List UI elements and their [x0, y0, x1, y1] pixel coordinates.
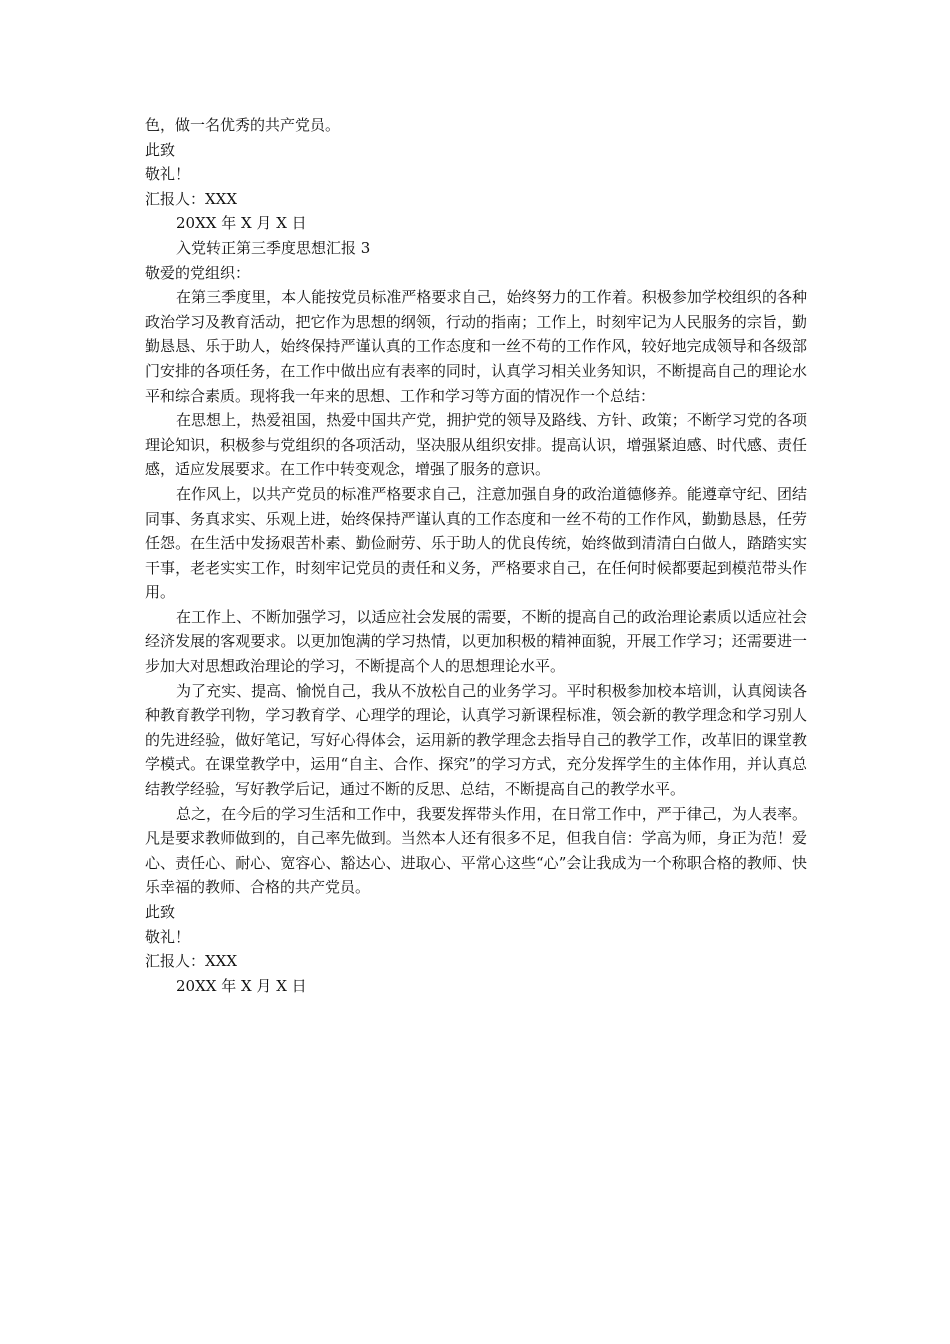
report-salute-1: 此致: [145, 903, 176, 921]
report-date: 20XX 年 X 月 X 日: [176, 976, 307, 995]
report-salute-2: 敬礼！: [145, 927, 191, 946]
report-paragraph-3: 在作风上，以共产党员的标准严格要求自己，注意加强自身的政治道德修养。能遵章守纪、团结同事、务真求实、乐观上进，始终保持严谨认真的工作态度和一丝不苟的工作作风，勤勤恳恳，任劳任怨。在生活中发扬艰苦朴素、勤俭耐劳、乐于助人的优良传统，始终做到清清白白做人，踏踏实实干事，老老实实工作，时刻牢记党员的责任和义务，严格要求自己，在任何时候都要起到模范带头作用。: [145, 484, 807, 602]
previous-salute-2: 敬礼！: [145, 165, 191, 184]
document-page: [145, 113, 807, 998]
report-paragraph-5: 为了充实、提高、愉悦自己，我从不放松自己的业务学习。平时积极参加校本培训，认真阅读各种教育教学刊物，学习教育学、心理学的理论，认真学习新课程标准，领会新的教学理念和学习别人的先进经验，做好笔记，写好心得体会，运用新的教学理念去指导自己的教学工作，改革旧的课堂教学模式。在课堂教学中，运用“自主、合作、探究”的学习方式，充分发挥学生的主体作用，并认真总结教学经验，写好教学后记，通过不断的反思、总结，不断提高自己的教学水平。: [145, 681, 807, 799]
previous-salute-1: 此致: [145, 140, 176, 159]
report-greeting: 敬爱的党组织：: [145, 263, 251, 282]
previous-closing-line: 色，做一名优秀的共产党员。: [145, 116, 341, 134]
report-title: 入党转正第三季度思想汇报 3: [176, 238, 371, 257]
previous-date: 20XX 年 X 月 X 日: [176, 214, 307, 233]
report-paragraph-2: 在思想上，热爱祖国，热爱中国共产党，拥护党的领导及路线、方针、政策；不断学习党的各项理论知识，积极参与党组织的各项活动，坚决服从组织安排。提高认识，增强紧迫感、时代感、责任感，适应发展要求。在工作中转变观念，增强了服务的意识。: [145, 411, 807, 479]
report-paragraph-4: 在工作上、不断加强学习，以适应社会发展的需要，不断的提高自己的政治理论素质以适应社会经济发展的客观要求。以更加饱满的学习热情，以更加积极的精神面貌，开展工作学习；还需要进一步加大对思想政治理论的学习，不断提高个人的思想理论水平。: [145, 607, 807, 676]
previous-reporter: 汇报人：XXX: [145, 189, 238, 208]
report-reporter: 汇报人：XXX: [145, 952, 238, 971]
report-paragraph-6: 总之，在今后的学习生活和工作中，我要发挥带头作用，在日常工作中，严于律己，为人表率。凡是要求教师做到的，自己率先做到。当然本人还有很多不足，但我自信：学高为师，身正为范！爱心、责任心、耐心、宽容心、豁达心、进取心、平常心这些“心”会让我成为一个称职合格的教师、快乐幸福的教师、合格的共产党员。: [145, 804, 807, 897]
report-paragraph-1: 在第三季度里，本人能按党员标准严格要求自己，始终努力的工作着。积极参加学校组织的各种政治学习及教育活动，把它作为思想的纲领，行动的指南；工作上，时刻牢记为人民服务的宗旨，勤勤恳恳、乐于助人，始终保持严谨认真的工作态度和一丝不苟的工作作风，较好地完成领导和各级部门安排的各项任务，在工作中做出应有表率的同时，认真学习相关业务知识，不断提高自己的理论水平和综合素质。现将我一年来的思想、工作和学习等方面的情况作一个总结：: [145, 288, 807, 405]
